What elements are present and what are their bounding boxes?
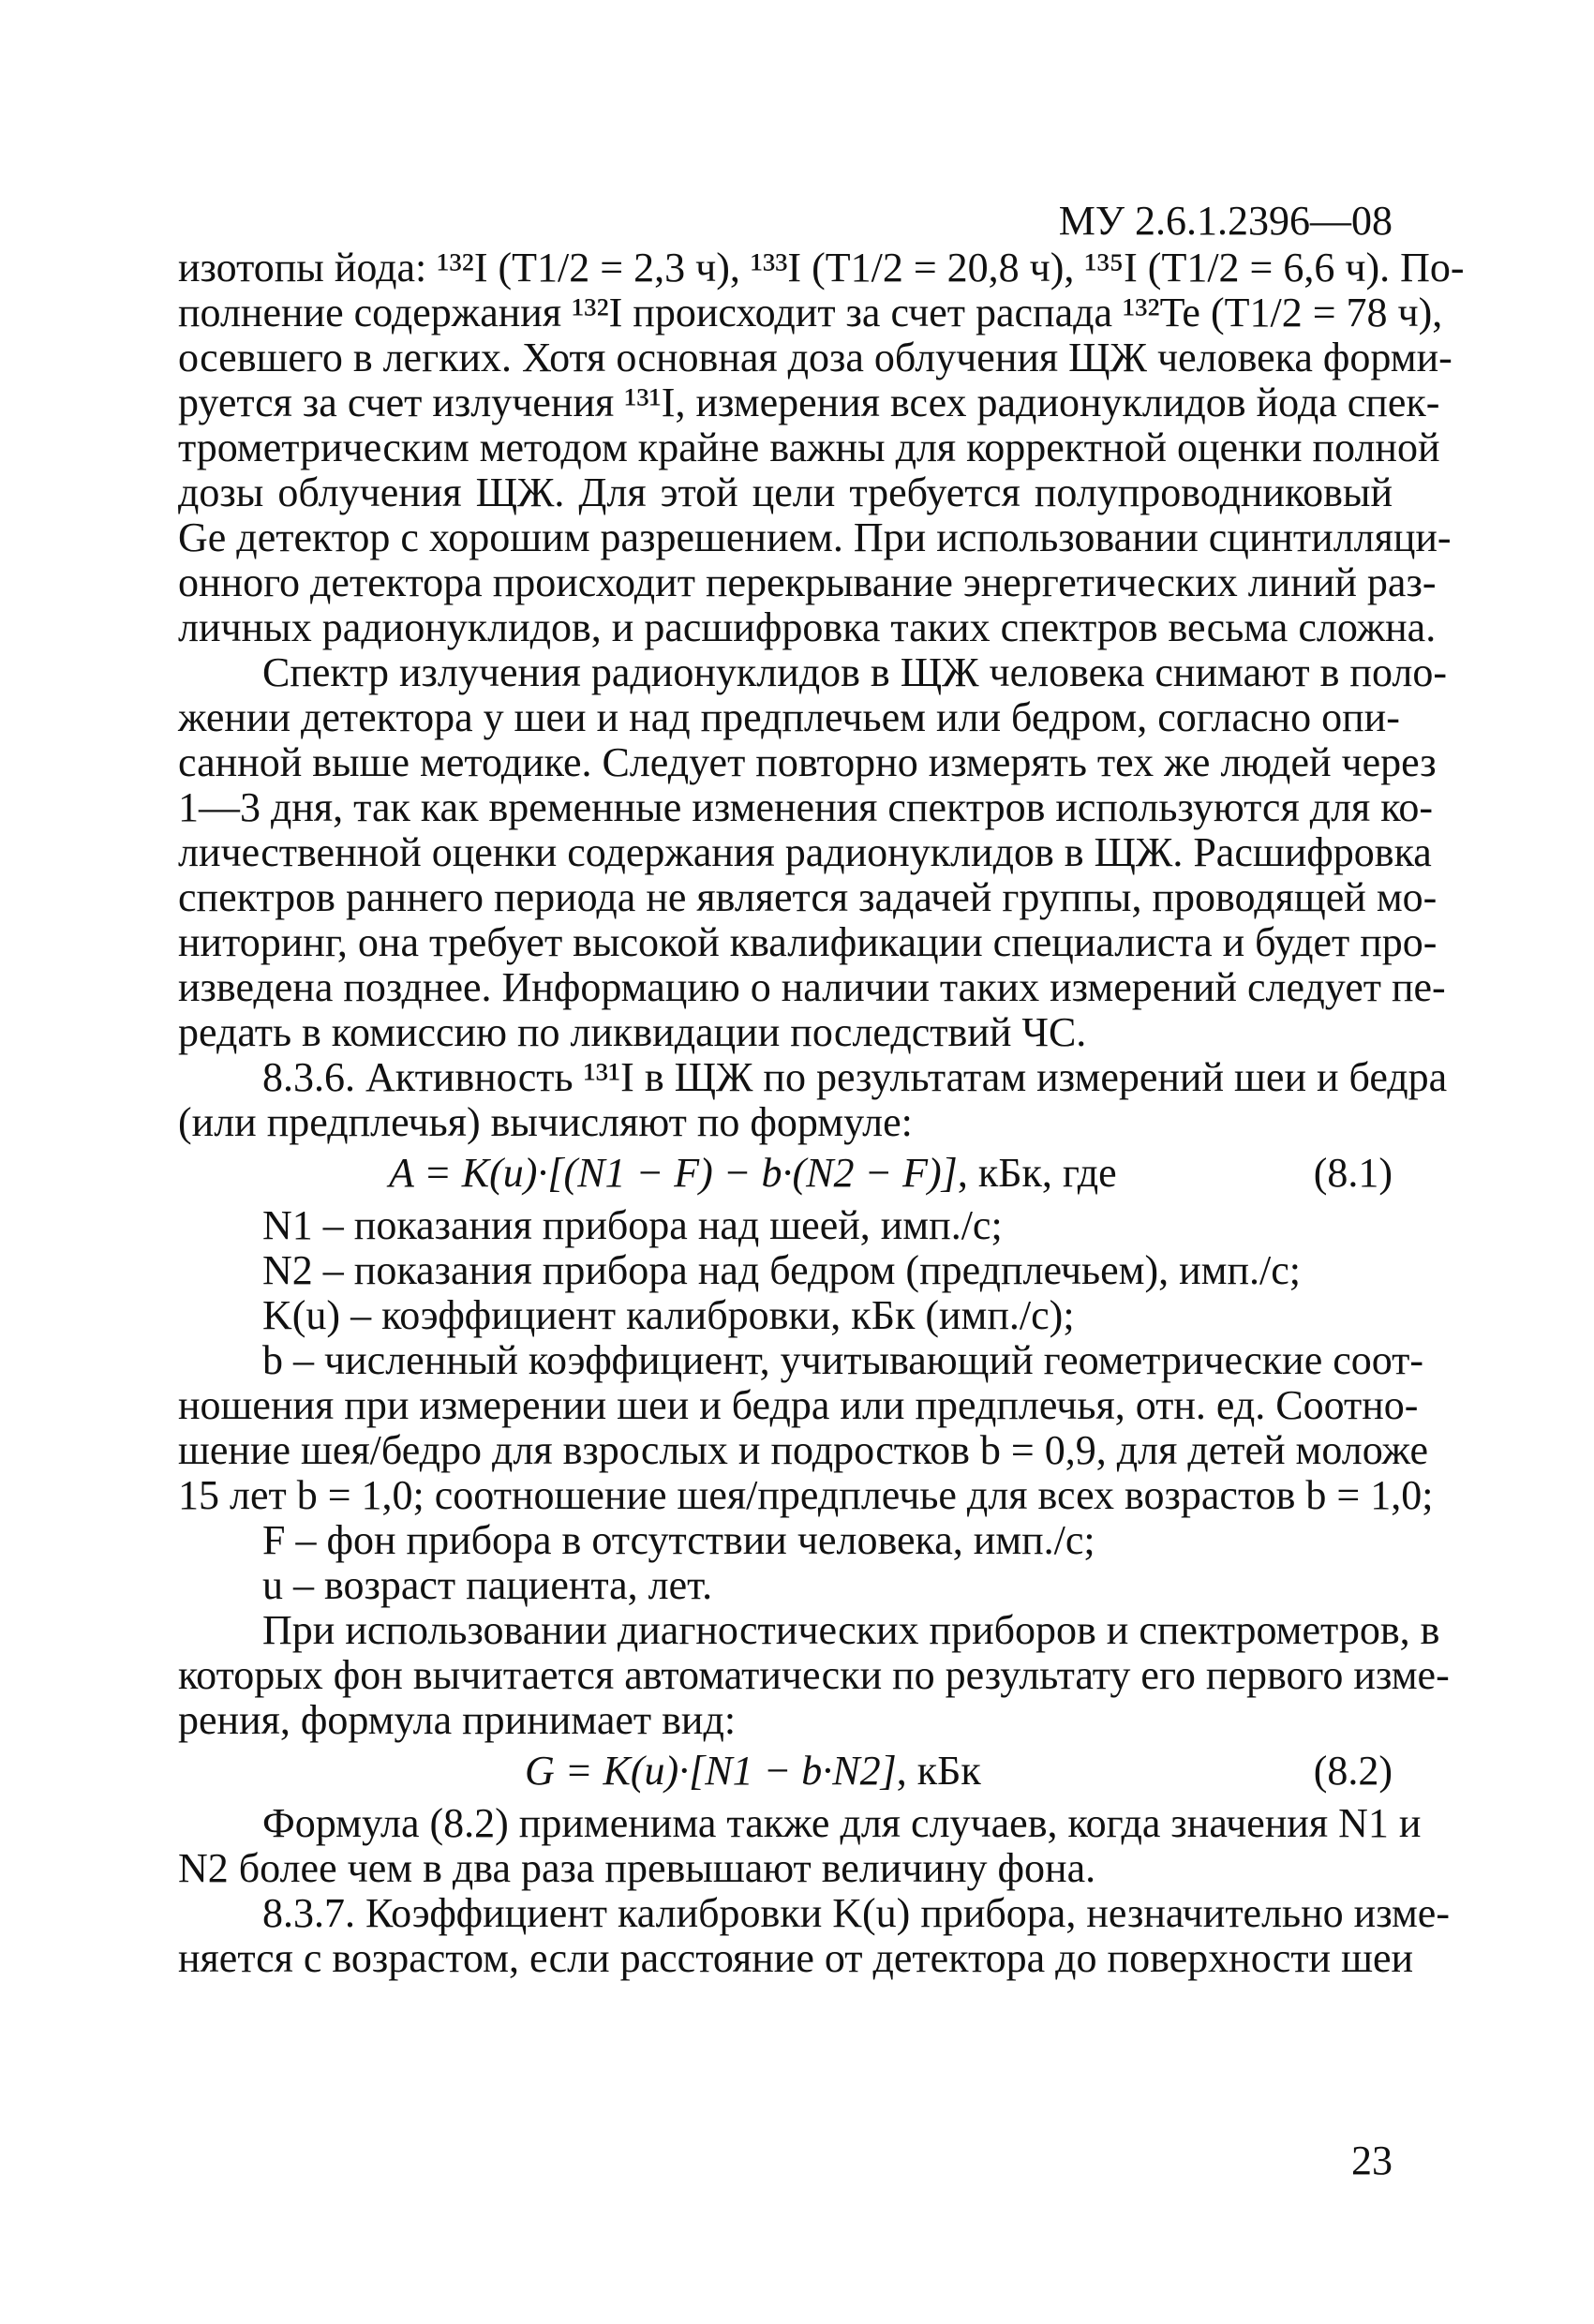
page-number: 23 (1351, 2138, 1393, 2183)
text-line: Ge детектор с хорошим разрешением. При использовании сцинтилляци- (178, 514, 1452, 560)
text-line: трометрическим методом крайне важны для корректной оценки полной (178, 425, 1440, 470)
formula-expression: A = K(u)·[(N1 − F) − b·(N2 − F)], кБк, где (389, 1150, 1117, 1196)
paragraph-iodine-isotopes (178, 245, 1465, 650)
text-line: санной выше методике. Следует повторно измерять тех же людей через (178, 739, 1437, 785)
text-line: личных радионуклидов, и расшифровка таких спектров весьма сложна. (178, 604, 1437, 650)
formula-number: (8.2) (1313, 1748, 1393, 1794)
definition-u: u – возраст пациента, лет. (262, 1562, 713, 1608)
text-line: 15 лет b = 1,0; соотношение шея/предплечье для всех возрастов b = 1,0; (178, 1472, 1434, 1518)
running-header: МУ 2.6.1.2396—08 (1058, 198, 1393, 244)
text-line: жении детектора у шеи и над предплечьем или бедром, согласно опи- (178, 694, 1400, 740)
text-line: рения, формула принимает вид: (178, 1697, 737, 1743)
paragraph-8-3-7 (178, 1890, 1450, 1981)
text-line: дозы облучения ЩЖ. Для этой цели требуется полупроводниковый (178, 469, 1393, 515)
variable-definitions (178, 1202, 1434, 1608)
definition-f: F – фон прибора в отсутствии человека, имп./с; (262, 1517, 1095, 1563)
text-line: няется с возрастом, если расстояние от детектора до поверхности шеи (178, 1935, 1414, 1981)
text-line: ниторинг, она требует высокой квалификации специалиста и будет про- (178, 919, 1438, 965)
text-line: Формула (8.2) применима также для случаев, когда значения N1 и (262, 1800, 1422, 1846)
text-line: редать в комиссию по ликвидации последствий ЧС. (178, 1009, 1087, 1055)
text-line: руется за счет излучения ¹³¹I, измерения всех радионуклидов йода спек- (178, 380, 1440, 425)
text-line: онного детектора происходит перекрывание энергетических линий раз- (178, 559, 1437, 605)
text-line: осевшего в легких. Хотя основная доза облучения ЩЖ человека форми- (178, 335, 1452, 380)
text-line: шение шея/бедро для взрослых и подростков b = 0,9, для детей моложе (178, 1427, 1429, 1473)
paragraph-diagnostic-devices (178, 1607, 1450, 1743)
formula-number: (8.1) (1313, 1150, 1393, 1196)
text-line: 8.3.6. Активность ¹³¹I в ЩЖ по результатам измерений шеи и бедра (262, 1054, 1448, 1100)
text-line: (или предплечья) вычисляют по формуле: (178, 1099, 913, 1145)
text-line: которых фон вычитается автоматически по результату его первого изме- (178, 1652, 1450, 1698)
text-line: Спектр излучения радионуклидов в ЩЖ человека снимают в поло- (262, 649, 1447, 695)
text-line: изведена позднее. Информацию о наличии таких измерений следует пе- (178, 964, 1446, 1010)
definition-b: b – численный коэффициент, учитывающий геометрические соот- (262, 1337, 1424, 1383)
formula-expression: G = K(u)·[N1 − b·N2], кБк (525, 1748, 981, 1794)
paragraph-formula-applicability (178, 1800, 1422, 1891)
paragraph-spectrum-measurement (178, 649, 1447, 1055)
formula-8-2 (178, 1749, 1393, 1795)
text-line: ношения при измерении шеи и бедра или предплечья, отн. ед. Соотно- (178, 1382, 1419, 1428)
text-line: N2 более чем в два раза превышают величину фона. (178, 1845, 1096, 1891)
definition-n2: N2 – показания прибора над бедром (предплечьем), имп./с; (262, 1247, 1302, 1293)
text-line: изотопы йода: ¹³²I (T1/2 = 2,3 ч), ¹³³I (T1/2 = 20,8 ч), ¹³⁵I (T1/2 = 6,6 ч). По- (178, 245, 1465, 290)
paragraph-8-3-6 (178, 1054, 1448, 1145)
definition-n1: N1 – показания прибора над шеей, имп./с; (262, 1202, 1003, 1248)
text-line: При использовании диагностических приборов и спектрометров, в (262, 1607, 1440, 1653)
text-line: полнение содержания ¹³²I происходит за счет распада ¹³²Te (T1/2 = 78 ч), (178, 290, 1443, 335)
formula-8-1 (178, 1151, 1393, 1198)
text-line: 1—3 дня, так как временные изменения спектров используются для ко- (178, 784, 1434, 830)
definition-k: K(u) – коэффициент калибровки, кБк (имп./с); (262, 1292, 1075, 1338)
body-text (178, 245, 1465, 1981)
text-line: 8.3.7. Коэффициент калибровки K(u) прибора, незначительно изме- (262, 1890, 1450, 1936)
text-line: спектров раннего периода не является задачей группы, проводящей мо- (178, 874, 1438, 920)
text-line: личественной оценки содержания радионуклидов в ЩЖ. Расшифровка (178, 829, 1432, 875)
